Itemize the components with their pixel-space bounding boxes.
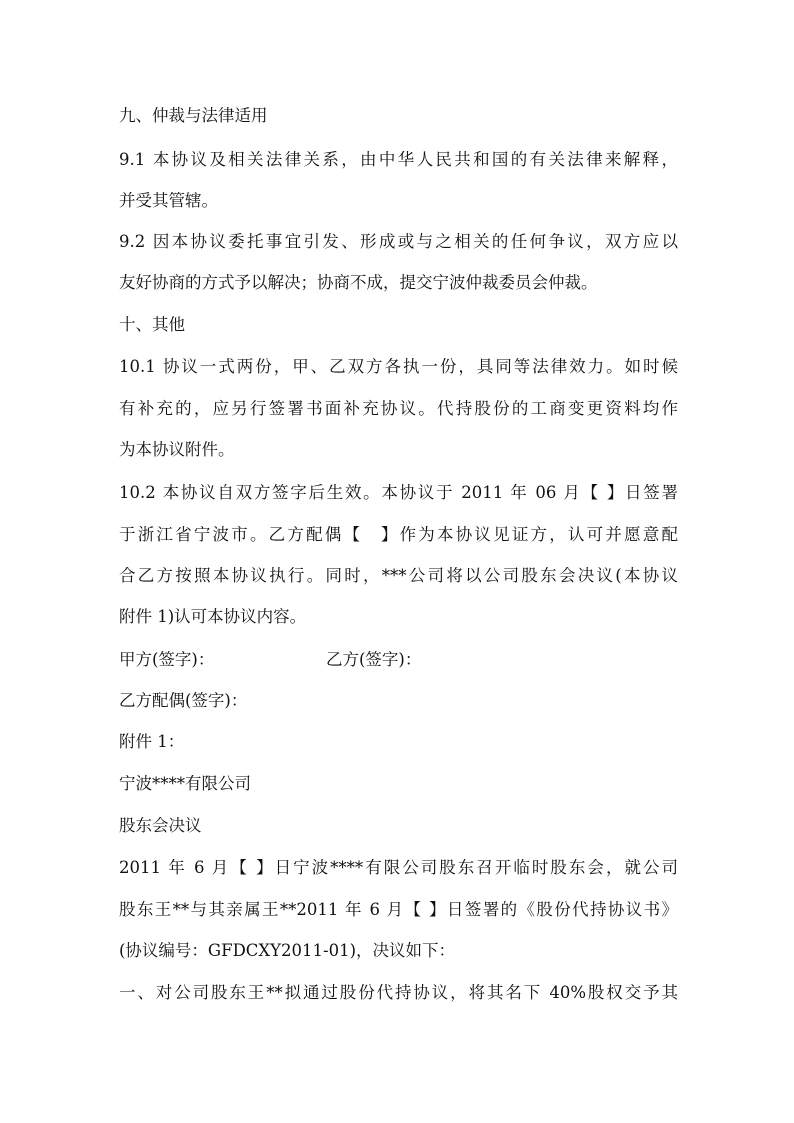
party-a-signature-label: 甲方(签字)： (119, 650, 215, 669)
signature-row (119, 645, 678, 675)
clause-9-2-line-1: 9.2 因本协议委托事宜引发、形成或与之相关的任何争议，双方应以 (119, 232, 678, 251)
clause-9-2-line-2: 友好协商的方式予以解决；协商不成，提交宁波仲裁委员会仲裁。 (119, 273, 598, 292)
clause-10-1-line-3: 为本协议附件。 (119, 440, 235, 459)
resolution-line-4: 一、对公司股东王**拟通过股份代持协议，将其名下 40%股权交予其 (119, 983, 678, 1002)
party-b-spouse-signature-label: 乙方配偶(签字)： (119, 691, 248, 710)
clause-9-1-line-2: 并受其管辖。 (119, 191, 218, 210)
resolution-line-3: (协议编号：GFDCXY2011-01)，决议如下： (119, 941, 456, 960)
party-b-signature-label: 乙方(签字)： (326, 650, 422, 669)
clause-9-1-line-1: 9.1 本协议及相关法律关系，由中华人民共和国的有关法律来解释， (119, 150, 678, 169)
section-9-heading: 九、仲裁与法律适用 (119, 106, 268, 125)
attachment-label: 附件 1： (119, 732, 185, 751)
attachment-title: 股东会决议 (119, 816, 202, 835)
clause-10-2-line-1: 10.2 本协议自双方签字后生效。本协议于 2011 年 06 月【 】日签署 (119, 483, 678, 502)
resolution-line-1: 2011 年 6 月【 】日宁波****有限公司股东召开临时股东会，就公司 (119, 858, 678, 877)
clause-10-2-line-2: 于浙江省宁波市。乙方配偶【 】作为本协议见证方，认可并愿意配 (119, 525, 678, 544)
resolution-line-2: 股东王**与其亲属王**2011 年 6 月【 】日签署的《股份代持协议书》 (119, 900, 678, 919)
attachment-company-name: 宁波****有限公司 (119, 774, 251, 793)
clause-10-2-line-3: 合乙方按照本协议执行。同时，***公司将以公司股东会决议(本协议 (119, 566, 678, 585)
clause-10-2-line-4: 附件 1)认可本协议内容。 (119, 607, 307, 626)
clause-10-1-line-2: 有补充的，应另行签署书面补充协议。代持股份的工商变更资料均作 (119, 399, 678, 418)
clause-10-1-line-1: 10.1 协议一式两份，甲、乙双方各执一份，具同等法律效力。如时候 (119, 357, 678, 376)
section-10-heading: 十、其他 (119, 315, 185, 334)
